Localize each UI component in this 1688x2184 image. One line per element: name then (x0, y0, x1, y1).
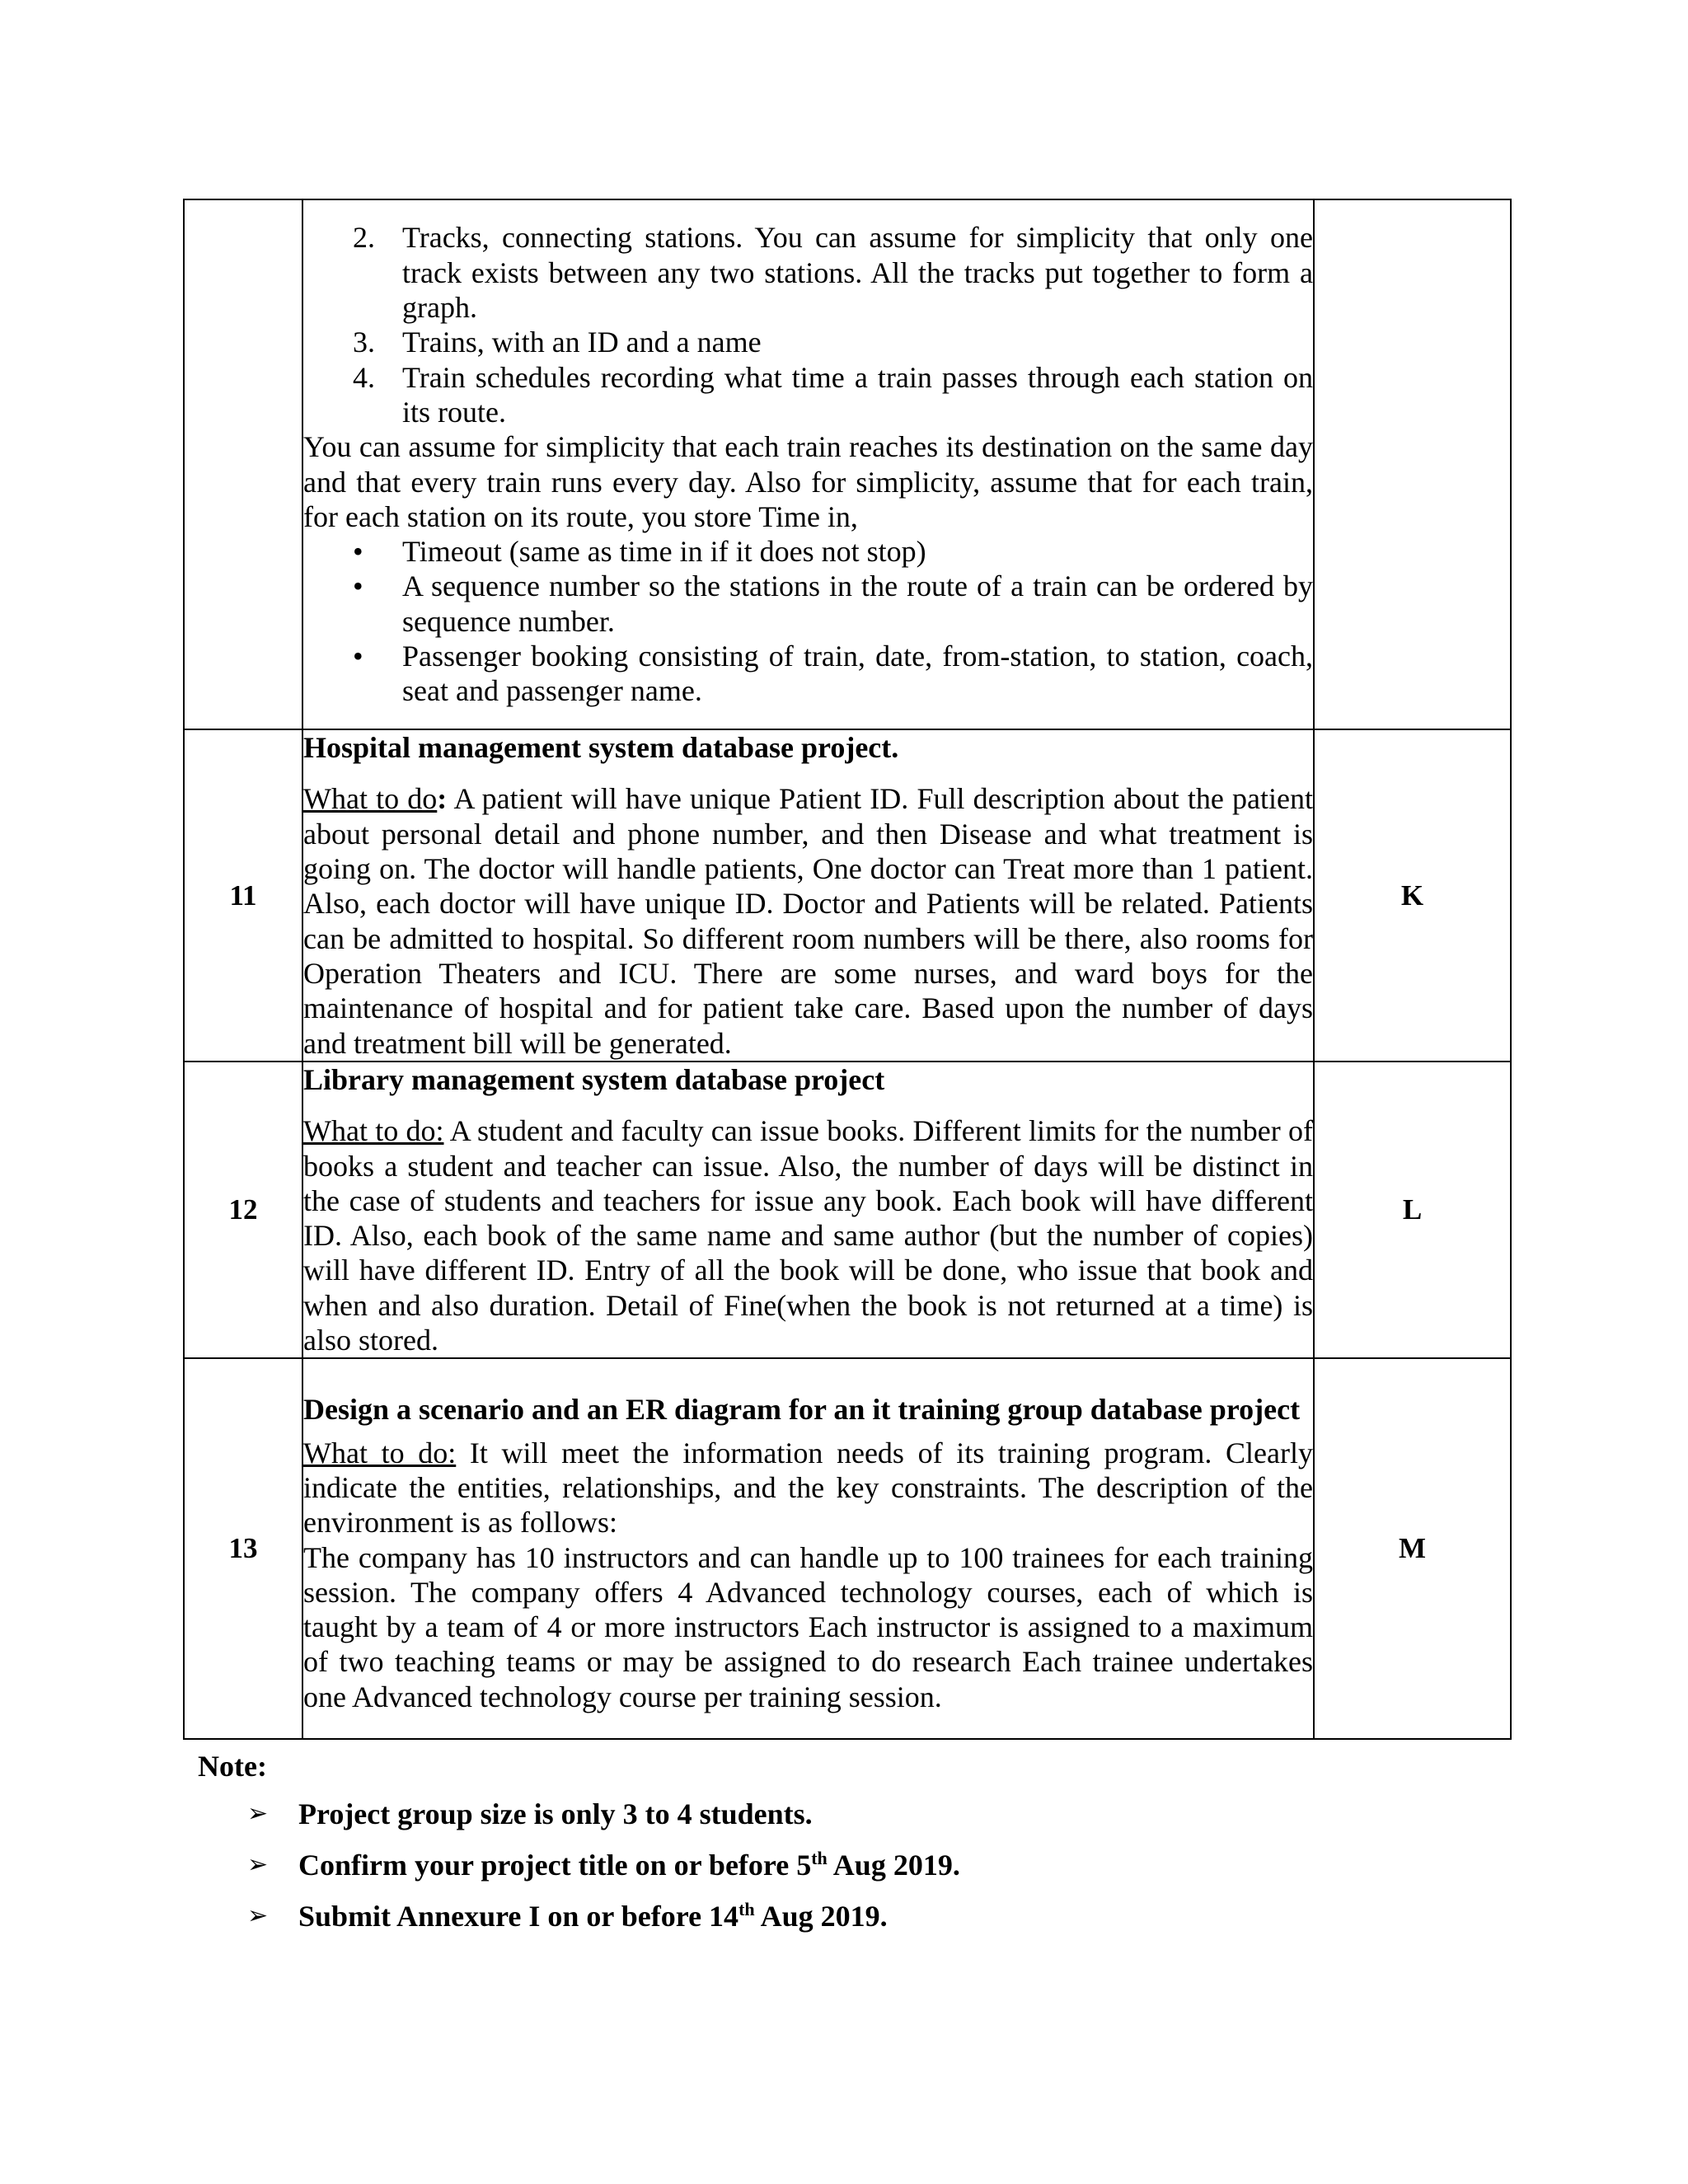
row-code: L (1314, 1062, 1511, 1358)
list-text: Tracks, connecting stations. You can assume for simplicity that only one track exists between any two stations. All the tracks put together to form a graph. (402, 221, 1313, 325)
row-number: 11 (184, 729, 302, 1062)
note-superscript: th (738, 1899, 755, 1919)
table-row-continued (184, 199, 1511, 729)
project-description (303, 1113, 1313, 1357)
note-superscript: th (811, 1848, 828, 1868)
note-text-main: Project group size is only 3 to 4 students. (298, 1797, 813, 1830)
arrow-bullet-icon: ➢ (247, 1799, 269, 1828)
description-cell (302, 729, 1314, 1062)
what-to-do-label: What to do (303, 782, 438, 816)
arrow-bullet-icon: ➢ (247, 1850, 269, 1879)
schedule-paragraph: You can assume for simplicity that each train reaches its destination on the same day and that every train runs every day. Also for simplicity, assume that for each train, for each station on its route, you store Time in, (303, 430, 1313, 533)
note-item (247, 1797, 960, 1848)
project-title: Hospital management system database project. (303, 731, 899, 765)
what-to-do-label: What to do: (303, 1436, 457, 1469)
list-number: 4. (353, 360, 375, 394)
list-item (353, 220, 1313, 325)
project-description (303, 1436, 1313, 1540)
project-title: Design a scenario and an ER diagram for an it training group database project (303, 1392, 1301, 1426)
list-text: A sequence number so the stations in the route of a train can be ordered by sequence number. (402, 569, 1313, 638)
note-list (247, 1797, 960, 1950)
description-cell (302, 199, 1314, 729)
what-to-do-label: What to do: (303, 1114, 444, 1148)
description-text: It will meet the information needs of its training program. Clearly indicate the entities, relationships, and the key constraints. The description of the environment is as follows: (303, 1436, 1314, 1540)
description-cell (302, 1358, 1314, 1739)
project-title: Library management system database project (303, 1063, 885, 1096)
list-number: 3. (353, 326, 375, 359)
row-number-cell (184, 199, 302, 729)
note-text-tail: Aug 2019. (754, 1900, 888, 1933)
numbered-list (303, 220, 1313, 429)
label-colon: : (437, 782, 448, 816)
bullet-icon: • (353, 569, 363, 603)
list-item (353, 325, 1313, 359)
description-text: A patient will have unique Patient ID. Full description about the patient about personal detail and phone number, and then Disease and what treatment is going on. The doctor will handle patients, One doctor can Treat more than 1 patient. Also, each doctor will have unique ID. Doctor and Patients will be related. Patients can be admitted to hospital. So different room numbers will be there, also rooms for Operation Theaters and ICU. There are some nurses, and ward boys for the maintenance of hospital and for patient take care. Based upon the number of days and treatment bill will be generated. (303, 782, 1313, 1060)
list-item (353, 360, 1313, 430)
list-text: Passenger booking consisting of train, date, from-station, to station, coach, seat and passenger name. (402, 639, 1313, 708)
arrow-bullet-icon: ➢ (247, 1901, 269, 1930)
project-table (183, 199, 1512, 1740)
note-text-tail: Aug 2019. (827, 1849, 960, 1882)
description-text: A student and faculty can issue books. Different limits for the number of books a student and teacher can issue. Also, the number of days will be distinct in the case of students and teachers for issue any book. Each book will have different ID. Also, each book of the same name and same author (but the number of copies) will have different ID. Entry of all the book will be done, who issue that book and when and also duration. Detail of Fine(when the book is not returned at a time) is also stored. (303, 1114, 1313, 1357)
list-text: Timeout (same as time in if it does not stop) (402, 535, 926, 569)
list-number: 2. (353, 221, 375, 255)
list-item (353, 569, 1313, 639)
list-item (353, 534, 1313, 569)
note-item (247, 1899, 960, 1950)
note-text (298, 1899, 888, 1933)
note-text-main: Submit Annexure I on or before 14 (298, 1900, 739, 1933)
list-text: Train schedules recording what time a train passes through each station on its route. (402, 360, 1313, 429)
note-text (298, 1797, 813, 1831)
table-row (184, 1358, 1511, 1739)
project-description-continued: The company has 10 instructors and can handle up to 100 trainees for each training session. The company offers 4 Advanced technology courses, each of which is taught by a team of 4 or more instructors Each instructor is assigned to a maximum of two teaching teams or may be assigned to do research Each trainee undertakes one Advanced technology course per training session. (303, 1540, 1313, 1713)
table-row (184, 1062, 1511, 1358)
bullet-icon: • (353, 535, 363, 569)
table-row (184, 729, 1511, 1062)
row-number: 13 (184, 1358, 302, 1739)
code-cell (1314, 199, 1511, 729)
note-text-main: Confirm your project title on or before 5 (298, 1849, 812, 1882)
note-item (247, 1848, 960, 1899)
list-text: Trains, with an ID and a name (402, 326, 762, 359)
note-heading: Note: (198, 1750, 267, 1783)
note-text (298, 1848, 960, 1882)
list-item (353, 639, 1313, 709)
description-cell (302, 1062, 1314, 1358)
bullet-icon: • (353, 639, 363, 673)
bullet-list (303, 534, 1313, 708)
row-code: M (1314, 1358, 1511, 1739)
project-description (303, 781, 1313, 1060)
row-number: 12 (184, 1062, 302, 1358)
row-code: K (1314, 729, 1511, 1062)
